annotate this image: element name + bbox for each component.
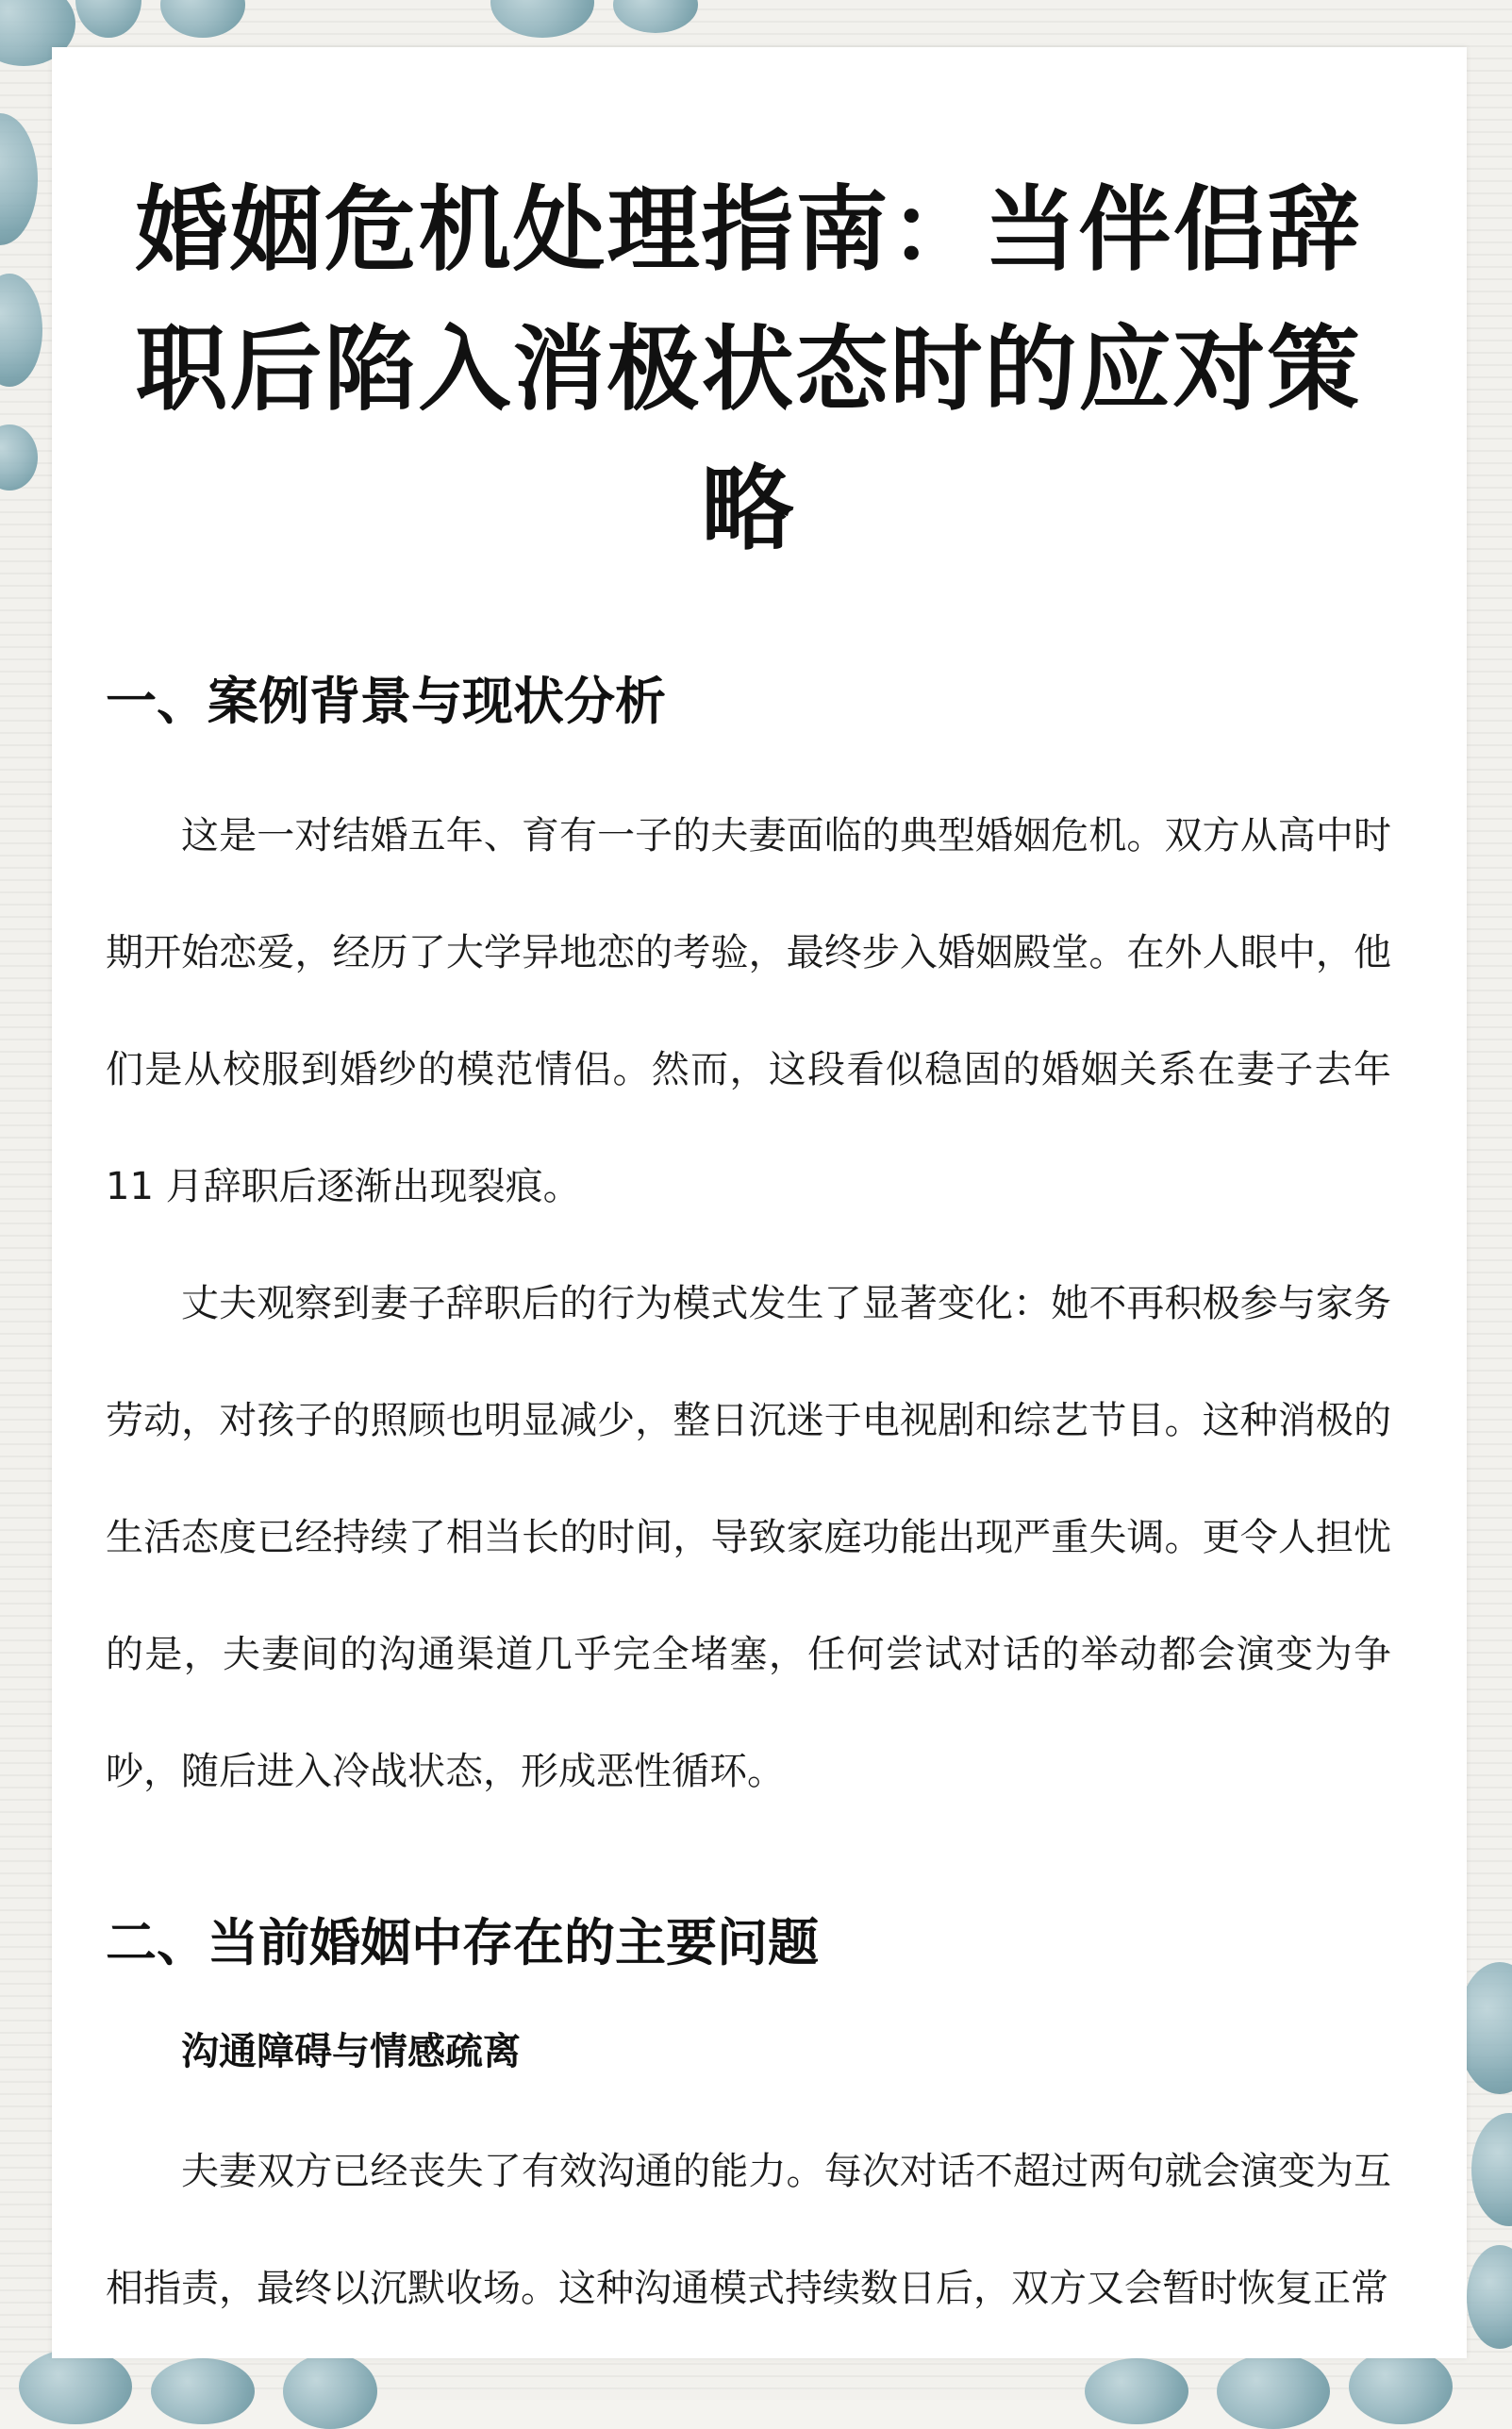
paragraph: 丈夫观察到妻子辞职后的行为模式发生了显著变化：她不再积极参与家务劳动，对孩子的照顾也明显减少，整日沉迷于电视剧和综艺节目。这种消极的生活态度已经持续了相当长的时间，导致家庭功能出现严重失调。更令人担忧的是，夫妻间的沟通渠道几乎完全堵塞，任何尝试对话的举动都会演变为争吵，随后进入冷战状态，形成恶性循环。 <box>106 1282 1391 1793</box>
section-heading: 二、当前婚姻中存在的主要问题 <box>106 1913 819 1972</box>
document-title: 婚姻危机处理指南：当伴侣辞职后陷入消极状态时的应对策略 <box>135 176 1362 563</box>
section-case-background <box>106 664 1391 1830</box>
subsection-heading: 沟通障碍与情感疏离 <box>181 2030 521 2073</box>
decorative-blob <box>283 2354 377 2429</box>
decorative-blob <box>19 2349 132 2424</box>
paragraph: 这是一对结婚五年、育有一子的夫妻面临的典型婚姻危机。双方从高中时期开始恋爱，经历了大学异地恋的考验，最终步入婚姻殿堂。在外人眼中，他们是从校服到婚纱的模范情侣。然而，这段看似稳固的婚姻关系在妻子去年 11 月辞职后逐渐出现裂痕。 <box>106 814 1391 1208</box>
paragraph: 夫妻双方已经丧失了有效沟通的能力。每次对话不超过两句就会演变为互相指责，最终以沉默收场。这种沟通模式持续数日后，双方又会暂时恢复正常 <box>106 2150 1391 2310</box>
section-heading: 一、案例背景与现状分析 <box>106 672 666 731</box>
decorative-blob <box>151 2358 255 2424</box>
section-main-problems <box>106 1905 1391 2347</box>
decorative-blob <box>1349 2349 1453 2424</box>
decorative-blob <box>1085 2358 1188 2424</box>
decorative-blob <box>1217 2354 1330 2429</box>
document-page <box>52 47 1467 2358</box>
